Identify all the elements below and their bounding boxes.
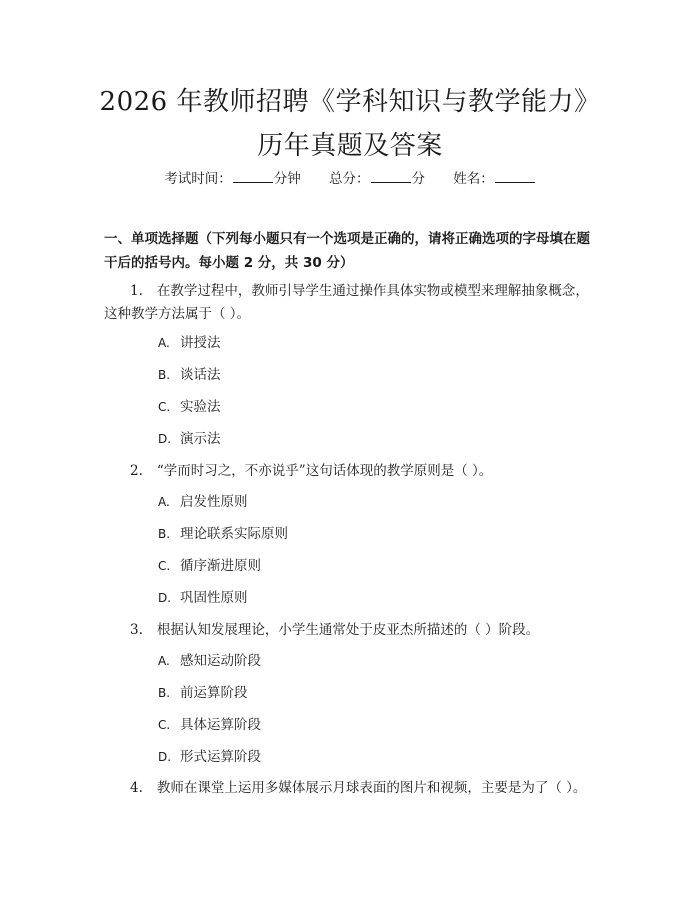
option-letter: B. <box>158 686 171 700</box>
option-letter: C. <box>158 718 171 732</box>
option-text: 启发性原则 <box>180 494 248 510</box>
option-text: 形式运算阶段 <box>180 749 261 765</box>
option-letter: A. <box>158 495 170 509</box>
option-text: 具体运算阶段 <box>180 717 261 733</box>
question-1 <box>104 280 594 326</box>
question-1-option-d <box>158 429 221 449</box>
question-3-option-b <box>158 683 248 703</box>
question-1-option-c <box>158 397 221 417</box>
question-2 <box>104 460 594 483</box>
question-3-option-a <box>158 651 261 671</box>
question-1-option-a <box>158 333 221 353</box>
option-letter: D. <box>158 432 172 446</box>
option-letter: A. <box>158 336 170 350</box>
option-text: 循序渐进原则 <box>180 558 261 574</box>
exam-time-label: 考试时间： <box>164 171 232 187</box>
option-text: 理论联系实际原则 <box>180 526 288 542</box>
exam-time-unit: 分钟 <box>273 171 301 187</box>
question-text: 在教学过程中，教师引导学生通过操作具体实物或模型来理解抽象概念，这种教学方法属于（ ）。 <box>104 283 589 322</box>
question-4 <box>104 777 594 800</box>
option-text: 前运算阶段 <box>180 685 248 701</box>
total-score-blank <box>371 168 411 183</box>
question-2-option-c <box>158 556 261 576</box>
question-text: 根据认知发展理论，小学生通常处于皮亚杰所描述的（ ）阶段。 <box>156 622 540 638</box>
question-number: 4. <box>130 780 143 796</box>
exam-time-field <box>164 168 301 189</box>
question-2-option-b <box>158 524 288 544</box>
option-letter: B. <box>158 368 171 382</box>
name-blank <box>495 168 535 183</box>
total-score-field <box>329 168 425 189</box>
section-heading: 一、单项选择题（下列每小题只有一个选项是正确的，请将正确选项的字母填在题干后的括号内。每小题 2 分，共 30 分） <box>104 231 590 271</box>
option-letter: B. <box>158 527 171 541</box>
question-number: 3. <box>130 622 143 638</box>
question-number: 1. <box>130 283 143 299</box>
option-text: 讲授法 <box>180 335 221 351</box>
option-letter: D. <box>158 750 172 764</box>
question-3 <box>104 619 594 642</box>
exam-time-blank <box>233 168 273 183</box>
option-letter: C. <box>158 559 171 573</box>
option-text: 巩固性原则 <box>180 590 248 606</box>
question-text: “学而时习之，不亦说乎”这句话体现的教学原则是（ ）。 <box>156 463 493 479</box>
question-text: 教师在课堂上运用多媒体展示月球表面的图片和视频，主要是为了（ ）。 <box>156 780 587 796</box>
total-score-unit: 分 <box>411 171 425 187</box>
exam-info-line <box>0 168 700 189</box>
option-text: 谈话法 <box>180 367 221 383</box>
option-text: 实验法 <box>180 399 221 415</box>
question-number: 2. <box>130 463 143 479</box>
name-label: 姓名： <box>453 171 494 187</box>
question-2-option-a <box>158 492 248 512</box>
option-letter: A. <box>158 654 170 668</box>
document-title: 2026 年教师招聘《学科知识与教学能力》历年真题及答案 <box>99 87 601 161</box>
question-1-option-b <box>158 365 221 385</box>
question-3-option-d <box>158 747 261 767</box>
option-text: 演示法 <box>180 431 221 447</box>
option-letter: C. <box>158 400 171 414</box>
question-3-option-c <box>158 715 261 735</box>
total-score-label: 总分： <box>329 171 370 187</box>
question-2-option-d <box>158 588 248 608</box>
option-text: 感知运动阶段 <box>180 653 261 669</box>
name-field <box>453 168 536 189</box>
option-letter: D. <box>158 591 172 605</box>
